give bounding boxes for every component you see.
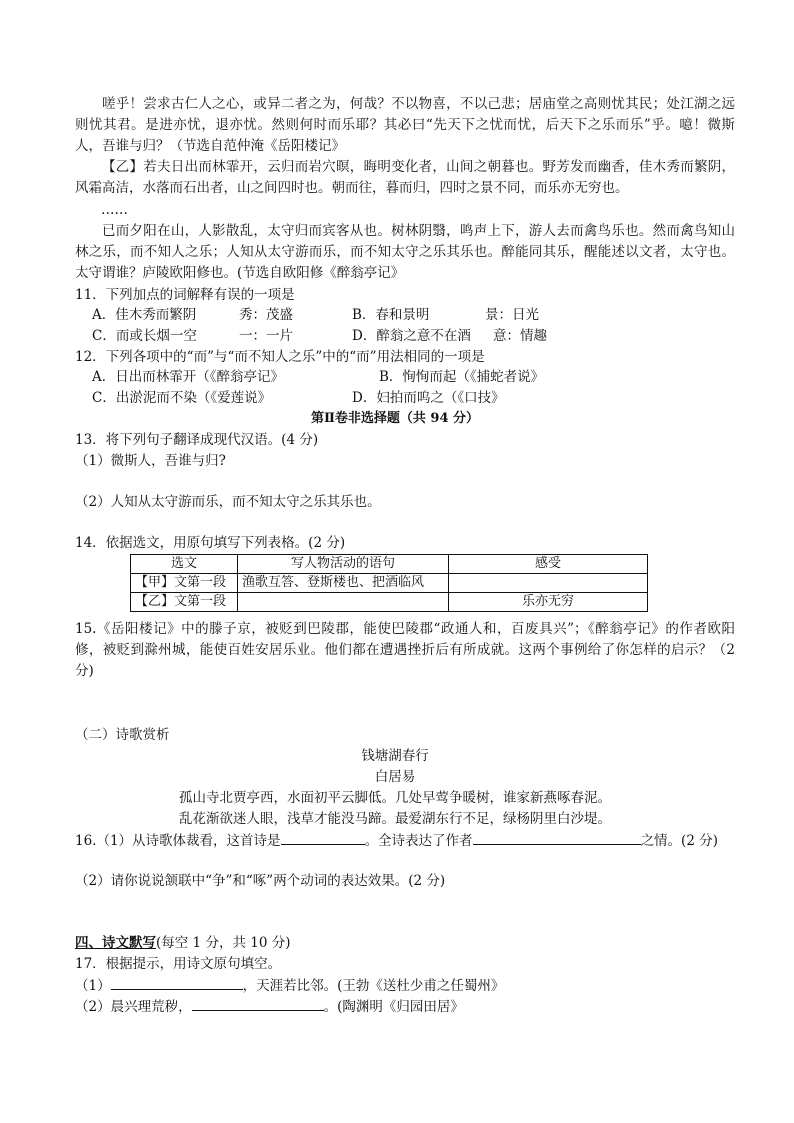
passage-yi-para1: 【乙】若夫日出而林霏开，云归而岩穴暝，晦明变化者，山间之朝暮也。野芳发而幽香，佳木秀而繁阴，风霜高洁，水落而石出者，山之间四时也。朝而往，暮而归，四时之景不同，而乐亦无穷也。: [75, 159, 735, 196]
section2-title: 第Ⅱ卷非选择题（共 94 分）: [310, 411, 480, 426]
table-header-row: [131, 555, 648, 574]
answer-blank[interactable]: [281, 830, 365, 845]
q13-stem: 13．将下列句子翻译成现代汉语。(4 分): [75, 432, 319, 448]
q16-part2: （2）请你说说颔联中“争”和“啄”两个动词的表达效果。(2 分): [75, 873, 446, 889]
section4-score: (每空 1 分，共 10 分): [156, 935, 291, 951]
q17-line-1-a: （1）: [75, 978, 111, 994]
q11-option-c-explain: 一：一片: [239, 328, 293, 344]
table-row: [131, 574, 648, 593]
poem-line-2: 乱花渐欲迷人眼，浅草才能没马蹄。最爱湖东行不足，绿杨阴里白沙堤。: [179, 811, 611, 827]
q16-part1-a: 16.（1）从诗歌体裁看，这首诗是: [75, 833, 281, 849]
q14-stem: 14．依据选文，用原句填写下列表格。(2 分): [75, 535, 346, 551]
table-cell: 乐亦无穷: [449, 593, 648, 612]
passage-jia-end: 嗟乎！尝求古仁人之心，或异二者之为，何哉？不以物喜，不以己悲；居庙堂之高则忧其民；处江湖之远则忧其君。是进亦忧，退亦忧。然则何时而乐耶？其必曰“先天下之忧而忧，后天下之乐而乐”乎。噫！微斯人，吾谁与归？（节选自范仲淹《岳阳楼记》: [75, 96, 735, 154]
q12-stem: 12．下列各项中的“而”与“而不知人之乐”中的“而”用法相同的一项是: [75, 349, 485, 365]
q11-option-a-explain: 秀：茂盛: [239, 307, 293, 323]
section4-heading: [75, 933, 290, 953]
ellipsis: ……: [101, 202, 128, 218]
q17-line-1: [75, 975, 504, 996]
answer-cell[interactable]: [449, 574, 648, 593]
poem-author: 白居易: [374, 769, 416, 785]
table-cell: 【乙】文第一段: [131, 593, 238, 612]
table-cell: 【甲】文第一段: [131, 574, 238, 593]
q11-stem: 11．下列加点的词解释有误的一项是: [75, 287, 295, 303]
q11-option-d: D．醉翁之意不在酒: [352, 328, 471, 344]
q13-sentence-1: （1）微斯人，吾谁与归?: [75, 453, 226, 469]
table-header-cell: 感受: [449, 555, 648, 574]
q14-table: [130, 554, 648, 612]
q16-part1: [75, 830, 718, 851]
q12-option-d: D．妇拍而呜之（《口技》: [352, 390, 505, 406]
q12-option-b: B．恂恂而起（《捕蛇者说》: [379, 369, 545, 385]
q11-option-c: C．而或长烟一空: [92, 328, 197, 344]
q12-option-a: A．日出而林霏开（《醉翁亭记》: [92, 369, 284, 385]
q15-text: 15.《岳阳楼记》中的滕子京，被贬到巴陵郡，能使巴陵郡“政通人和，百废具兴”；《醉翁亭记》的作者欧阳修，被贬到滁州城，能使百姓安居乐业。他们都在遭遇挫折后有所成就。这两个事例给了你怎样的启示？（2 分): [75, 621, 735, 679]
q17-stem: 17．根据提示，用诗文原句填空。: [75, 956, 282, 972]
q16-part1-c: 之情。(2 分): [640, 833, 718, 849]
table-row: [131, 593, 648, 612]
q11-option-d-explain: 意：情趣: [493, 328, 547, 344]
table-header-cell: 选文: [131, 555, 238, 574]
q11-option-b: B．春和景明: [352, 307, 430, 323]
table-cell: 渔歌互答、登斯楼也、把酒临风: [238, 574, 449, 593]
q17-line-2: [75, 996, 464, 1017]
q11-option-b-explain: 景：日光: [485, 307, 539, 323]
answer-blank[interactable]: [473, 830, 641, 845]
answer-blank[interactable]: [111, 975, 243, 990]
answer-cell[interactable]: [238, 593, 449, 612]
q17-line-2-a: （2）晨兴理荒秽，: [75, 999, 192, 1015]
answer-blank[interactable]: [192, 996, 324, 1011]
poem-section-title: （二）诗歌赏析: [75, 727, 170, 743]
passage-yi-para2: 已而夕阳在山，人影散乱，太守归而宾客从也。树林阴翳，鸣声上下，游人去而禽鸟乐也。然而禽鸟知山林之乐，而不知人之乐；人知从太守游而乐，而不知太守之乐其乐也。醉能同其乐，醒能述以文者，太守也。太守谓谁？庐陵欧阳修也。(节选自欧阳修《醉翁亭记》: [75, 223, 735, 281]
section4-title: 四、诗文默写: [75, 935, 156, 951]
q13-sentence-2: （2）人知从太守游而乐，而不知太守之乐其乐也。: [75, 494, 381, 510]
q16-part1-b: 。全诗表达了作者: [364, 833, 473, 849]
poem-line-1: 孤山寺北贾亭西，水面初平云脚低。几处早莺争暖树，谁家新燕啄春泥。: [179, 790, 611, 806]
q12-option-c: C．出淤泥而不染（《爱莲说》: [92, 390, 272, 406]
poem-title: 钱塘湖春行: [361, 748, 429, 764]
q11-option-a: A．佳木秀而繁阴: [92, 307, 197, 323]
table-header-cell: 写人物活动的语句: [238, 555, 449, 574]
q17-line-2-b: 。(陶渊明《归园田居》: [323, 999, 464, 1015]
q17-line-1-b: ，天涯若比邻。(王勃《送杜少甫之任蜀州》: [242, 978, 505, 994]
